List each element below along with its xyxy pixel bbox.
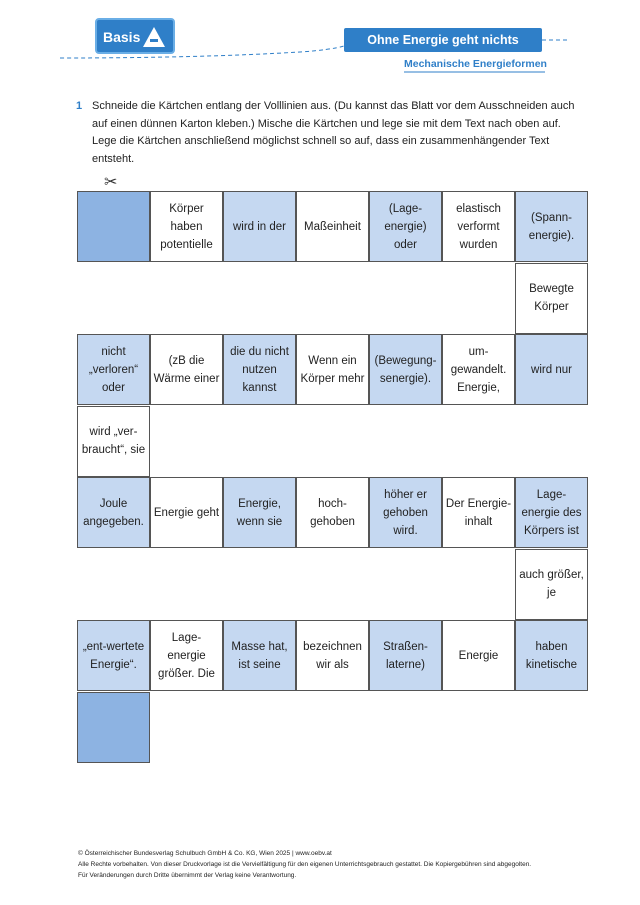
puzzle-card: Straßen-laterne) — [369, 620, 442, 691]
worksheet-subtitle: Mechanische Energieformen — [404, 58, 547, 70]
puzzle-card: hoch-gehoben — [296, 477, 369, 548]
footer-copyright: © Österreichischer Bundesverlag Schulbuch GmbH & Co. KG, Wien 2025 | www.oebv.at — [78, 850, 332, 857]
puzzle-card: bezeichnen wir als — [296, 620, 369, 691]
puzzle-card: Lage-energie größer. Die — [150, 620, 223, 691]
puzzle-card: Energie, wenn sie — [223, 477, 296, 548]
scissors-icon: ✂ — [104, 174, 118, 191]
puzzle-card: Masse hat, ist seine — [223, 620, 296, 691]
puzzle-card: Energie geht — [150, 477, 223, 548]
puzzle-card: auch größer, je — [515, 549, 588, 620]
puzzle-card: nicht „verloren“ oder — [77, 334, 150, 405]
puzzle-card: wird nur — [515, 334, 588, 405]
logo-text: Basis — [103, 29, 141, 45]
puzzle-card: wird „ver-braucht“, sie — [77, 406, 150, 477]
task-instruction: Schneide die Kärtchen entlang der Volllinien aus. (Du kannst das Blatt vor dem Ausschneiden auch auf einen dünnen Karton kleben.) Mische die Kärtchen und lege sie mit dem Text nach oben auf. Lege die Kärtchen anschließend möglichst schnell so auf, dass ein zusammenhängender Text entsteht. — [92, 100, 575, 165]
puzzle-card — [77, 191, 150, 262]
footer — [78, 848, 531, 881]
puzzle-card — [77, 692, 150, 763]
puzzle-card: (Lage-energie) oder — [369, 191, 442, 262]
puzzle-card: wird in der — [223, 191, 296, 262]
puzzle-card: höher er gehoben wird. — [369, 477, 442, 548]
task-number: 1 — [76, 100, 83, 112]
puzzle-card: Lage-energie des Körpers ist — [515, 477, 588, 548]
puzzle-card: Wenn ein Körper mehr — [296, 334, 369, 405]
puzzle-card: Energie — [442, 620, 515, 691]
worksheet-title: Ohne Energie geht nichts — [344, 28, 542, 52]
footer-rights: Alle Rechte vorbehalten. Von dieser Druckvorlage ist die Vervielfältigung für den eigenen Unterrichtsgebrauch gestattet. Die Kopiergebühren sind abgegolten. — [78, 861, 532, 868]
puzzle-card: „ent-wertete Energie“. — [77, 620, 150, 691]
puzzle-card: Joule angegeben. — [77, 477, 150, 548]
puzzle-card: Bewegte Körper — [515, 263, 588, 334]
puzzle-card: Körper haben potentielle — [150, 191, 223, 262]
puzzle-card: die du nicht nutzen kannst — [223, 334, 296, 405]
puzzle-card: (zB die Wärme einer — [150, 334, 223, 405]
puzzle-card: um-gewandelt. Energie, — [442, 334, 515, 405]
puzzle-card: elastisch verformt wurden — [442, 191, 515, 262]
puzzle-card: (Spann-energie). — [515, 191, 588, 262]
footer-disclaimer: Für Veränderungen durch Dritte übernimmt der Verlag keine Verantwortung. — [78, 872, 297, 879]
triangle-icon — [141, 25, 167, 49]
puzzle-card: (Bewegung-senergie). — [369, 334, 442, 405]
basis-logo — [95, 18, 175, 54]
puzzle-card: Maßeinheit — [296, 191, 369, 262]
puzzle-card: haben kinetische — [515, 620, 588, 691]
puzzle-card: Der Energie-inhalt — [442, 477, 515, 548]
